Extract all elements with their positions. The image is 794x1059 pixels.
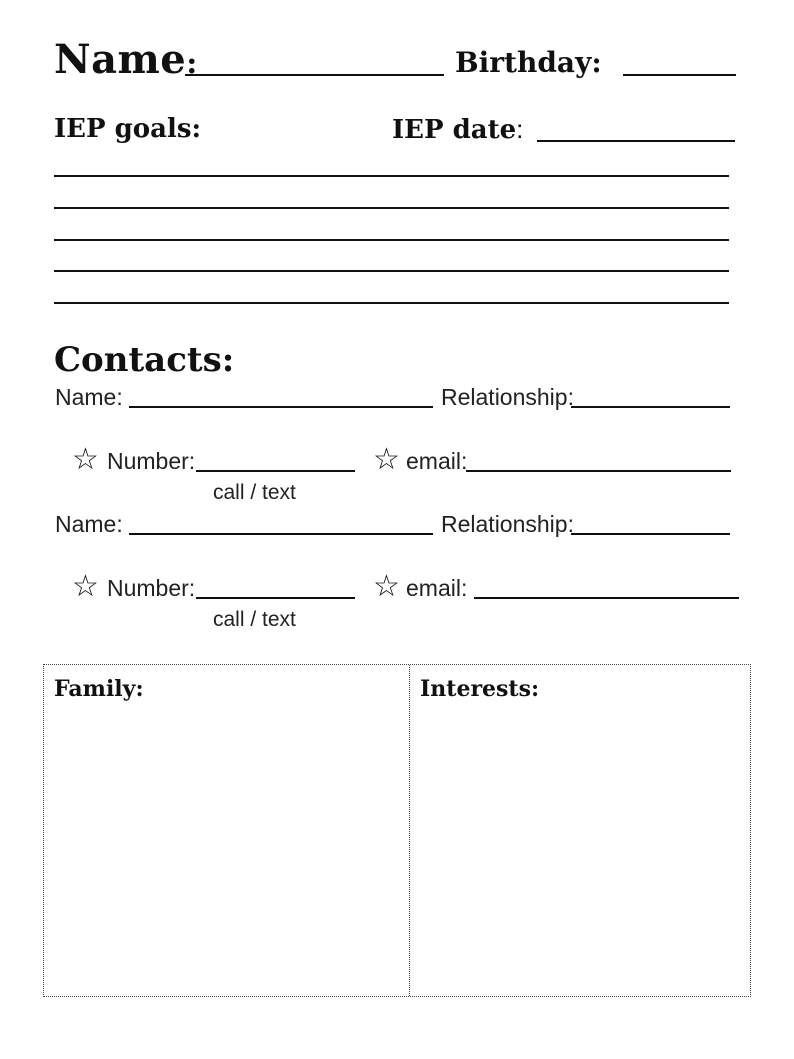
iep-goal-line[interactable]	[54, 302, 729, 304]
contact-1-name-line[interactable]	[129, 406, 433, 408]
contact-1-number-line[interactable]	[196, 470, 355, 472]
star-outline-icon: ☆	[72, 443, 99, 476]
contact-2-name-line[interactable]	[129, 533, 433, 535]
iep-date-label	[392, 113, 523, 146]
iep-date-colon: :	[516, 114, 524, 144]
name-colon: :	[186, 46, 198, 81]
contact-1-call-text-label: call / text	[213, 481, 296, 504]
iep-date-field-line[interactable]	[537, 140, 735, 142]
contact-2-call-text-label: call / text	[213, 608, 296, 631]
name-field-line[interactable]	[185, 74, 444, 76]
name-label	[54, 36, 198, 88]
contact-2-name-label: Name:	[55, 511, 123, 537]
star-outline-icon: ☆	[72, 570, 99, 603]
contact-1-email-line[interactable]	[466, 470, 731, 472]
contact-2-number-line[interactable]	[196, 597, 355, 599]
family-label: Family:	[54, 676, 144, 702]
star-outline-icon: ☆	[373, 570, 400, 603]
contact-2-email-line[interactable]	[474, 597, 739, 599]
iep-goal-line[interactable]	[54, 175, 729, 177]
contact-1-relationship-label: Relationship:	[441, 384, 574, 410]
contact-2-relationship-line[interactable]	[571, 533, 730, 535]
contact-1-email-label: email:	[406, 448, 468, 474]
contacts-heading: Contacts:	[54, 340, 235, 380]
birthday-label: Birthday:	[455, 46, 602, 79]
birthday-field-line[interactable]	[623, 74, 736, 76]
contact-1-name-label: Name:	[55, 384, 123, 410]
contact-2-email-label: email:	[406, 575, 468, 601]
iep-goal-line[interactable]	[54, 239, 729, 241]
interests-label: Interests:	[420, 676, 540, 702]
iep-goal-line[interactable]	[54, 270, 729, 272]
iep-goal-line[interactable]	[54, 207, 729, 209]
name-label-text: Name	[54, 36, 187, 83]
family-box[interactable]	[44, 665, 410, 996]
iep-goals-label: IEP goals:	[54, 114, 202, 144]
interests-box[interactable]	[410, 665, 750, 996]
star-outline-icon: ☆	[373, 443, 400, 476]
contact-2-relationship-label: Relationship:	[441, 511, 574, 537]
contact-1-number-label: Number:	[107, 448, 196, 474]
iep-date-label-text: IEP date	[392, 115, 517, 145]
contact-1-relationship-line[interactable]	[571, 406, 730, 408]
contact-2-number-label: Number:	[107, 575, 196, 601]
family-interests-table	[43, 664, 751, 997]
